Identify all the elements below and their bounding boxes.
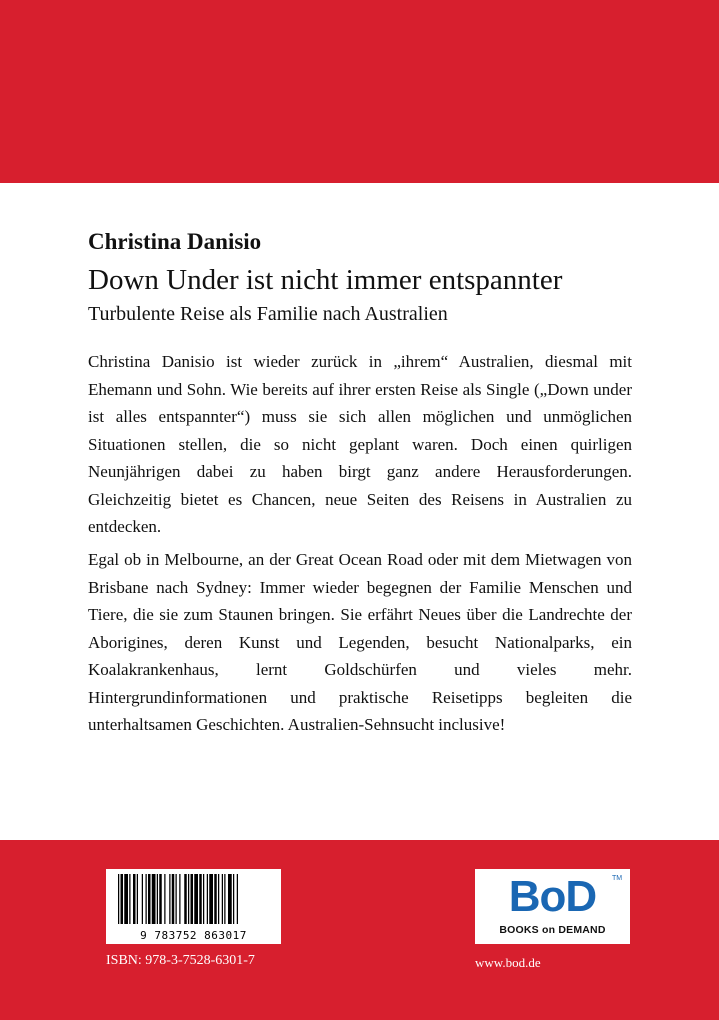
barcode-bar [199,874,202,924]
barcode-bar [121,874,124,924]
barcode-bar [203,874,204,924]
barcode-bar [214,874,217,924]
barcode-bar [152,874,156,924]
barcode-bar [133,874,136,924]
barcode-bar [233,874,234,924]
top-red-band [0,0,719,183]
barcode-bar [237,874,238,924]
publisher-tagline: BOOKS on DEMAND [499,924,606,936]
bod-logo-text: BoD [508,872,597,921]
book-subtitle: Turbulente Reise als Familie nach Australien [88,303,448,325]
trademark-mark: TM [612,875,623,882]
barcode-bar [179,874,180,924]
barcode-bar [159,874,162,924]
barcode-bar [146,874,147,924]
barcode-bar [129,874,130,924]
barcode-bar [228,874,232,924]
barcode-bars [106,869,281,929]
blurb-paragraph-1: Christina Danisio ist wieder zurück in „ihrem“ Australien, diesmal mit Ehemann und Sohn. Wie bereits auf ihrer ersten Reise als Single („Down under ist alles entspannter“) muss sie sich allen möglichen und unmöglichen Situationen stellen, die so nicht geplant waren. Doch einen quirligen Neunjährigen dabei zu haben birgt ganz andere Herausforderungen. Gleichzeitig bietet es Chancen, neue Seiten des Reisens in Australien zu entdecken. [88,352,632,536]
barcode-bar [188,874,189,924]
barcode-bar [176,874,177,924]
barcode-bar [224,874,225,924]
barcode-bar [207,874,208,924]
barcode-bar [184,874,187,924]
book-title: Down Under ist nicht immer entspannter [88,264,563,296]
barcode-bar [172,874,175,924]
barcode-bar [191,874,194,924]
barcode-bar [137,874,138,924]
barcode-bar [118,874,119,924]
publisher-website: www.bod.de [475,955,541,970]
barcode-bar [148,874,151,924]
barcode-bar [124,874,128,924]
author-name: Christina Danisio [88,229,262,254]
blurb-paragraph-2: Egal ob in Melbourne, an der Great Ocean Road oder mit dem Mietwagen von Brisbane nach Sydney: Immer wieder begegnen der Familie Menschen und Tiere, die sie zum Staunen bringen. Sie erfährt Neues über die Landrechte der Aborigines, deren Kunst und Legenden, besucht Nationalparks, ein Koalakrankenhaus, lernt Goldschürfen und vieles mehr. Hintergrundinformationen und praktische Reisetipps begleiten die unterhaltsamen Geschichten. Australien-Sehnsucht inclusive! [88,550,632,734]
barcode-digits: 9 783752 863017 [140,929,247,942]
barcode-bar [218,874,219,924]
barcode-bar [157,874,158,924]
barcode-bar [222,874,223,924]
barcode-bar [209,874,213,924]
barcode-bar [142,874,143,924]
barcode-bar [169,874,170,924]
barcode-bar [164,874,165,924]
publisher-logo [475,869,630,944]
barcode-bar [194,874,198,924]
isbn-number: ISBN: 978-3-7528-6301-7 [106,953,255,968]
barcode [106,869,281,944]
